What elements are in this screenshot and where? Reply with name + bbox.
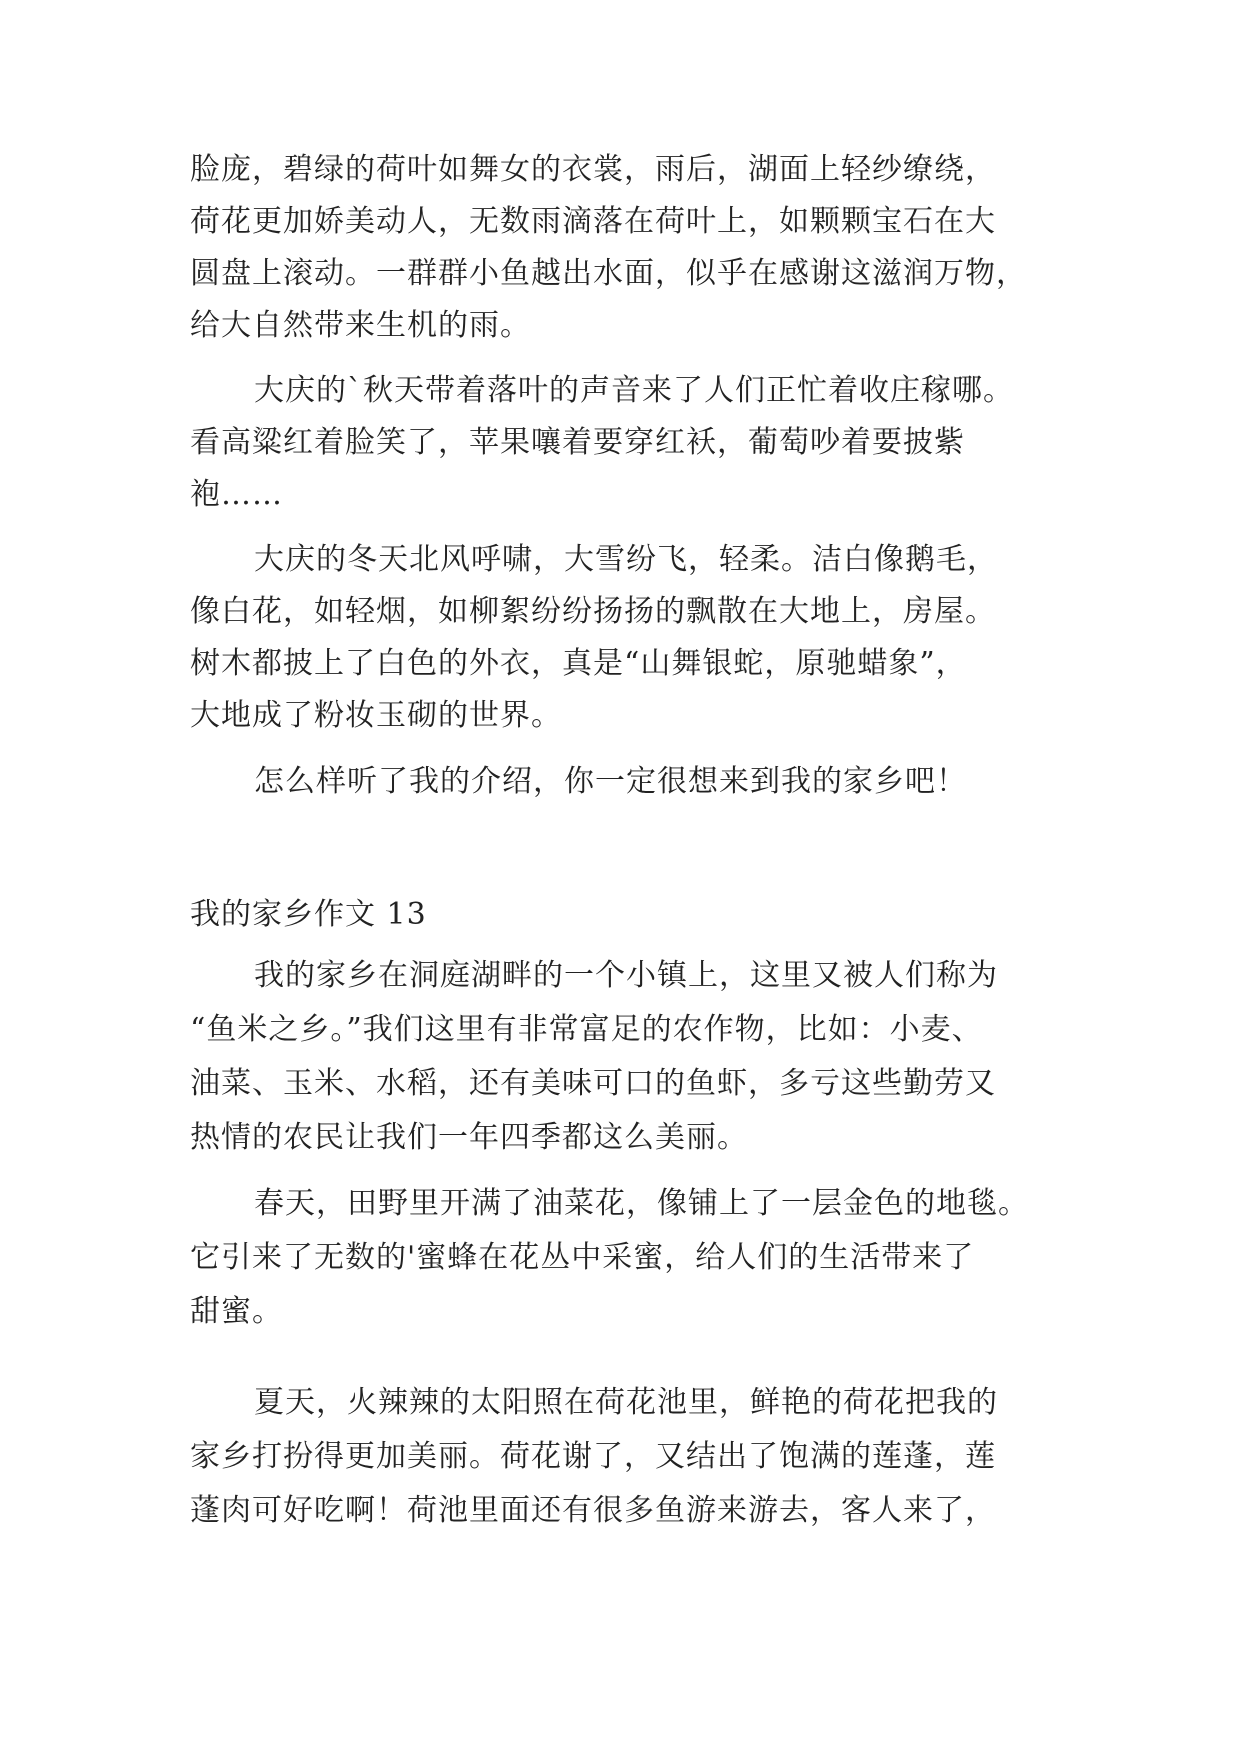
paragraph-line: 像白花，如轻烟，如柳絮纷纷扬扬的飘散在大地上，房屋。 <box>190 594 996 629</box>
paragraph-line: 荷花更加娇美动人，无数雨滴落在荷叶上，如颗颗宝石在大 <box>190 204 996 239</box>
paragraph-line: 热情的农民让我们一年四季都这么美丽。 <box>190 1120 748 1155</box>
paragraph-line: 大地成了粉妆玉砌的世界。 <box>190 698 562 733</box>
paragraph-line: 大庆的冬天北风呼啸，大雪纷飞，轻柔。洁白像鹅毛， <box>254 542 998 577</box>
paragraph-line: 蓬肉可好吃啊！荷池里面还有很多鱼游来游去，客人来了， <box>190 1493 996 1528</box>
paragraph-line: 油菜、玉米、水稻，还有美味可口的鱼虾，多亏这些勤劳又 <box>190 1066 996 1101</box>
paragraph-line: 怎么样听了我的介绍，你一定很想来到我的家乡吧！ <box>254 764 967 799</box>
paragraph-line: 家乡打扮得更加美丽。荷花谢了，又结出了饱满的莲蓬，莲 <box>190 1439 996 1474</box>
paragraph-line: 袍…… <box>190 477 283 512</box>
paragraph-line: 它引来了无数的'蜜蜂在花丛中采蜜，给人们的生活带来了 <box>190 1240 975 1275</box>
paragraph-line: 树木都披上了白色的外衣，真是“山舞银蛇，原驰蜡象”， <box>190 646 967 681</box>
paragraph-line: 夏天，火辣辣的太阳照在荷花池里，鲜艳的荷花把我的 <box>254 1385 998 1420</box>
paragraph-line: 春天，田野里开满了油菜花，像铺上了一层金色的地毯。 <box>254 1186 1029 1221</box>
paragraph-line: 脸庞，碧绿的荷叶如舞女的衣裳，雨后，湖面上轻纱缭绕， <box>190 152 996 187</box>
paragraph-line: 甜蜜。 <box>190 1294 283 1329</box>
paragraph-line: 我的家乡在洞庭湖畔的一个小镇上，这里又被人们称为 <box>254 958 998 993</box>
paragraph-line: “鱼米之乡。”我们这里有非常富足的农作物，比如：小麦、 <box>190 1012 983 1047</box>
section-title: 我的家乡作文 13 <box>190 897 427 932</box>
paragraph-line: 圆盘上滚动。一群群小鱼越出水面，似乎在感谢这滋润万物， <box>190 256 1027 291</box>
paragraph-line: 大庆的`秋天带着落叶的声音来了人们正忙着收庄稼哪。 <box>254 373 1014 408</box>
paragraph-line: 给大自然带来生机的雨。 <box>190 308 531 343</box>
paragraph-line: 看高粱红着脸笑了，苹果嚷着要穿红袄，葡萄吵着要披紫 <box>190 425 965 460</box>
